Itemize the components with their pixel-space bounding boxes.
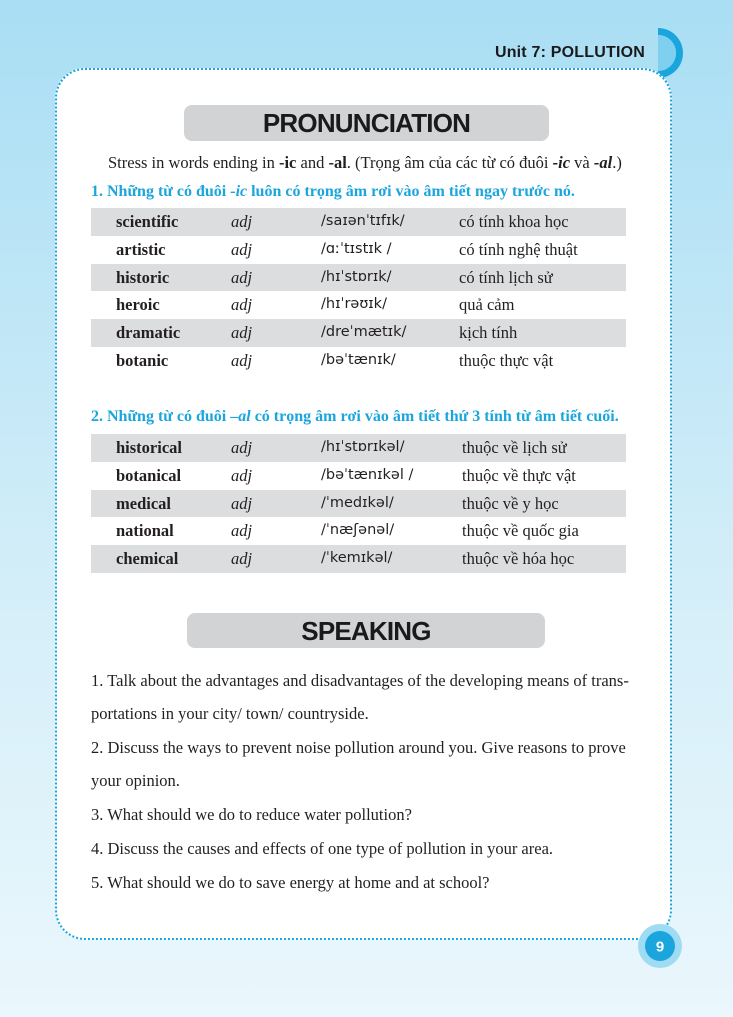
unit-title: Unit 7: POLLUTION [494,44,645,61]
table-row: medical adj /ˈmedɪkəl/ thuộc về y học [91,490,626,518]
table-row: historic adj /hɪˈstɒrɪk/ có tính lịch sử [91,264,626,292]
rule-ic: 1. Những từ có đuôi -ic luôn có trọng âm rơi vào âm tiết ngay trước nó. [91,183,575,200]
question-1: 1. Talk about the advantages and disadvantages of the developing means of trans- portations in your city/ town/ countryside. [91,671,629,723]
question-4: 4. Discuss the causes and effects of one type of pollution in your area. [91,839,554,858]
ic-word-table [91,208,626,375]
speaking-title: SPEAKING [187,613,545,648]
question-5: 5. What should we do to save energy at home and at school? [91,873,490,892]
table-row: scientific adj /saɪənˈtɪfɪk/ có tính khoa học [91,208,626,236]
question-3: 3. What should we do to reduce water pollution? [91,805,412,824]
table-row: chemical adj /ˈkemɪkəl/ thuộc về hóa học [91,545,626,573]
pronunciation-title: PRONUNCIATION [184,105,549,141]
rule-al: 2. Những từ có đuôi –al có trọng âm rơi vào âm tiết thứ 3 tính từ âm tiết cuối. [91,408,619,425]
question-2: 2. Discuss the ways to prevent noise pollution around you. Give reasons to prove your opinion. [91,738,626,790]
table-row: national adj /ˈnæʃənəl/ thuộc về quốc gia [116,521,579,541]
table-row: dramatic adj /dreˈmætɪk/ kịch tính [91,319,626,347]
pronunciation-intro: Stress in words ending in -ic and -al. (Trọng âm của các từ có đuôi -ic và -al.) [108,153,622,172]
table-row: historical adj /hɪˈstɒrɪkəl/ thuộc về lịch sử [91,434,626,462]
page-number-badge [637,923,683,969]
table-row: botanical adj /bəˈtænɪkəl / thuộc về thực vật [116,465,576,485]
page-number: 9 [655,938,665,956]
table-row: heroic adj /hɪˈrəʊɪk/ quả cảm [116,295,515,315]
table-row: artistic adj /ɑːˈtɪstɪk / có tính nghệ thuật [116,239,578,259]
table-row: botanic adj /bəˈtænɪk/ thuộc thực vật [116,350,554,370]
al-word-table [91,434,626,573]
speaking-questions [91,664,651,900]
